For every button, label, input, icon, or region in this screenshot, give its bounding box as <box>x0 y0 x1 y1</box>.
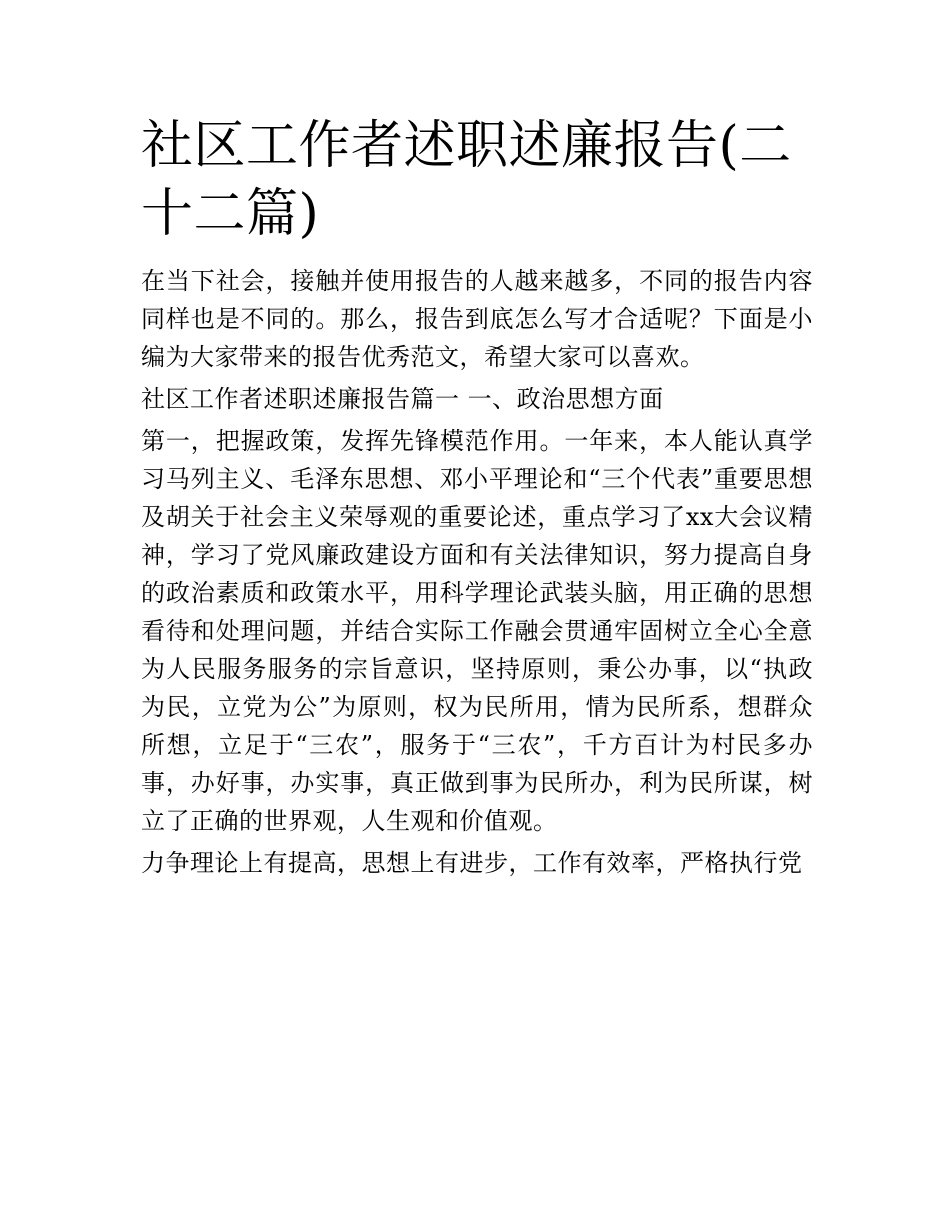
section-heading: 社区工作者述职述廉报告篇一 一、政治思想方面 <box>141 385 664 413</box>
body-paragraph-continued: 力争理论上有提高，思想上有进步，工作有效率，严格执行党 <box>141 849 803 877</box>
document-body <box>141 112 813 882</box>
document-title: 社区工作者述职述廉报告(二十二篇) <box>141 116 792 244</box>
intro-paragraph: 在当下社会，接触并使用报告的人越来越多，不同的报告内容同样也是不同的。那么，报告到底怎么写才合适呢？下面是小编为大家带来的报告优秀范文，希望大家可以喜欢。 <box>141 267 813 371</box>
body-paragraph: 第一，把握政策，发挥先锋模范作用。一年来，本人能认真学习马列主义、毛泽东思想、邓小平理论和“三个代表”重要思想及胡关于社会主义荣辱观的重要论述，重点学习了xx大会议精神，学习了党风廉政建设方面和有关法律知识，努力提高自身的政治素质和政策水平，用科学理论武装头脑，用正确的思想看待和处理问题，并结合实际工作融会贯通牢固树立全心全意为人民服务服务的宗旨意识，坚持原则，秉公办事，以“执政为民，立党为公”为原则，权为民所用，情为民所系，想群众所想，立足于“三农”，服务于“三农”，千方百计为村民多办事，办好事，办实事，真正做到事为民所办，利为民所谋，树立了正确的世界观，人生观和价值观。 <box>141 427 813 835</box>
